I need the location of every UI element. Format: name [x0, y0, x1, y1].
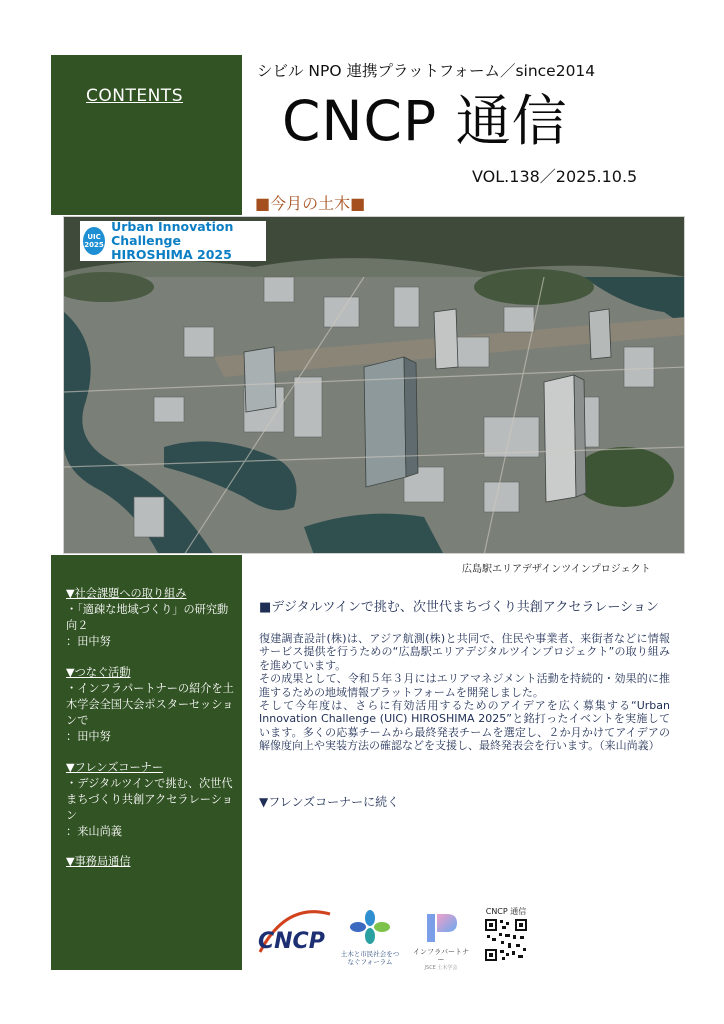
contents-item-head[interactable]: ▼事務局通信: [66, 855, 131, 868]
continue-link[interactable]: ▼フレンズコーナーに続く: [259, 795, 400, 809]
contents-item-body: ・インフラパートナーの紹介を土木学会全国大会ポスターセッションで: [66, 682, 234, 727]
hero-aerial-image: [63, 216, 685, 554]
contents-item-social-issues[interactable]: [66, 586, 238, 650]
issue-volume: VOL.138／2025.10.5: [472, 167, 638, 186]
hero-caption: 広島駅エリアデザインツインプロジェクト: [462, 564, 651, 575]
contents-item-author: ：田中努: [66, 635, 111, 648]
uic-badge: [80, 221, 266, 261]
forum-pinwheel-icon: [350, 910, 390, 944]
qr-caption: CNCP 通信: [485, 907, 527, 916]
masthead-title: CNCP 通信: [282, 89, 568, 153]
uic-badge-line2: HIROSHIMA 2025: [111, 247, 232, 262]
cncp-logo-icon: [256, 908, 332, 960]
article-body: [259, 632, 670, 753]
contents-item-author: ：田中努: [66, 730, 111, 743]
article-heading: ■デジタルツインで挑む、次世代まちづくり共創アクセラレーション: [259, 600, 659, 615]
cncp-logo: [256, 908, 332, 960]
contents-item-head[interactable]: ▼つなぐ活動: [66, 666, 131, 679]
forum-caption: 土木と市民社会をつなぐフォーラム: [340, 950, 400, 966]
contents-item-body: ・デジタルツインで挑む、次世代まちづくり共創アクセラレーション: [66, 777, 233, 822]
uic-badge-text: [111, 220, 266, 262]
section-heading: ■今月の土木■: [255, 194, 366, 213]
contents-item-head[interactable]: ▼フレンズコーナー: [66, 761, 164, 774]
contents-item-office[interactable]: [66, 854, 238, 870]
qr-code-icon[interactable]: [483, 917, 529, 963]
article-paragraph: 復建調査設計(株)は、アジア航測(株)と共同で、住民や事業者、来街者などに情報サービス提供を行うための“広島駅エリアデジタルツインプロジェクト”の取り組みを進めています。: [259, 632, 670, 672]
contents-item-tsunagu[interactable]: [66, 665, 238, 745]
infra-partner-logo: [410, 912, 472, 970]
city-aerial-illustration: [64, 217, 685, 554]
article-paragraph: そして今年度は、さらに有効活用するためのアイデアを広く募集する“Urban Innovation Challenge (UIC) HIROSHIMA 2025”と銘打ったイベントを実施しています。多くの応募チームから最終発表チームを選定し、２か月かけてアイデアの解像度向上や実装方法の確認などを支援し、最終発表会を行います。（来山尚義）: [259, 699, 670, 753]
sidebar-top-panel: [51, 55, 242, 215]
contents-item-body: ・「適疎な地域づくり」の研究動向２: [66, 603, 229, 632]
contents-item-friends[interactable]: [66, 760, 238, 840]
contents-item-author: ：来山尚義: [66, 825, 122, 838]
infra-partner-sub: JSCE 土木学会: [424, 965, 458, 971]
infra-partner-caption: インフラパートナー: [413, 948, 469, 964]
uic-logo-icon: UIC 2025: [83, 227, 105, 255]
qr-code-block[interactable]: [480, 906, 532, 970]
forum-logo: [338, 910, 402, 970]
masthead-tagline: シビル NPO 連携プラットフォーム／since2014: [257, 62, 596, 80]
contents-item-head[interactable]: ▼社会課題への取り組み: [66, 587, 187, 600]
uic-badge-line1: Urban Innovation Challenge: [111, 219, 234, 248]
infra-partner-icon: [423, 912, 459, 944]
article-paragraph: その成果として、令和５年３月にはエリアマネジメント活動を持続的・効果的に推進するための地域情報プラットフォームを開発しました。: [259, 672, 670, 699]
contents-title[interactable]: CONTENTS: [86, 86, 183, 106]
cncp-logo-text: CNCP: [258, 929, 325, 954]
